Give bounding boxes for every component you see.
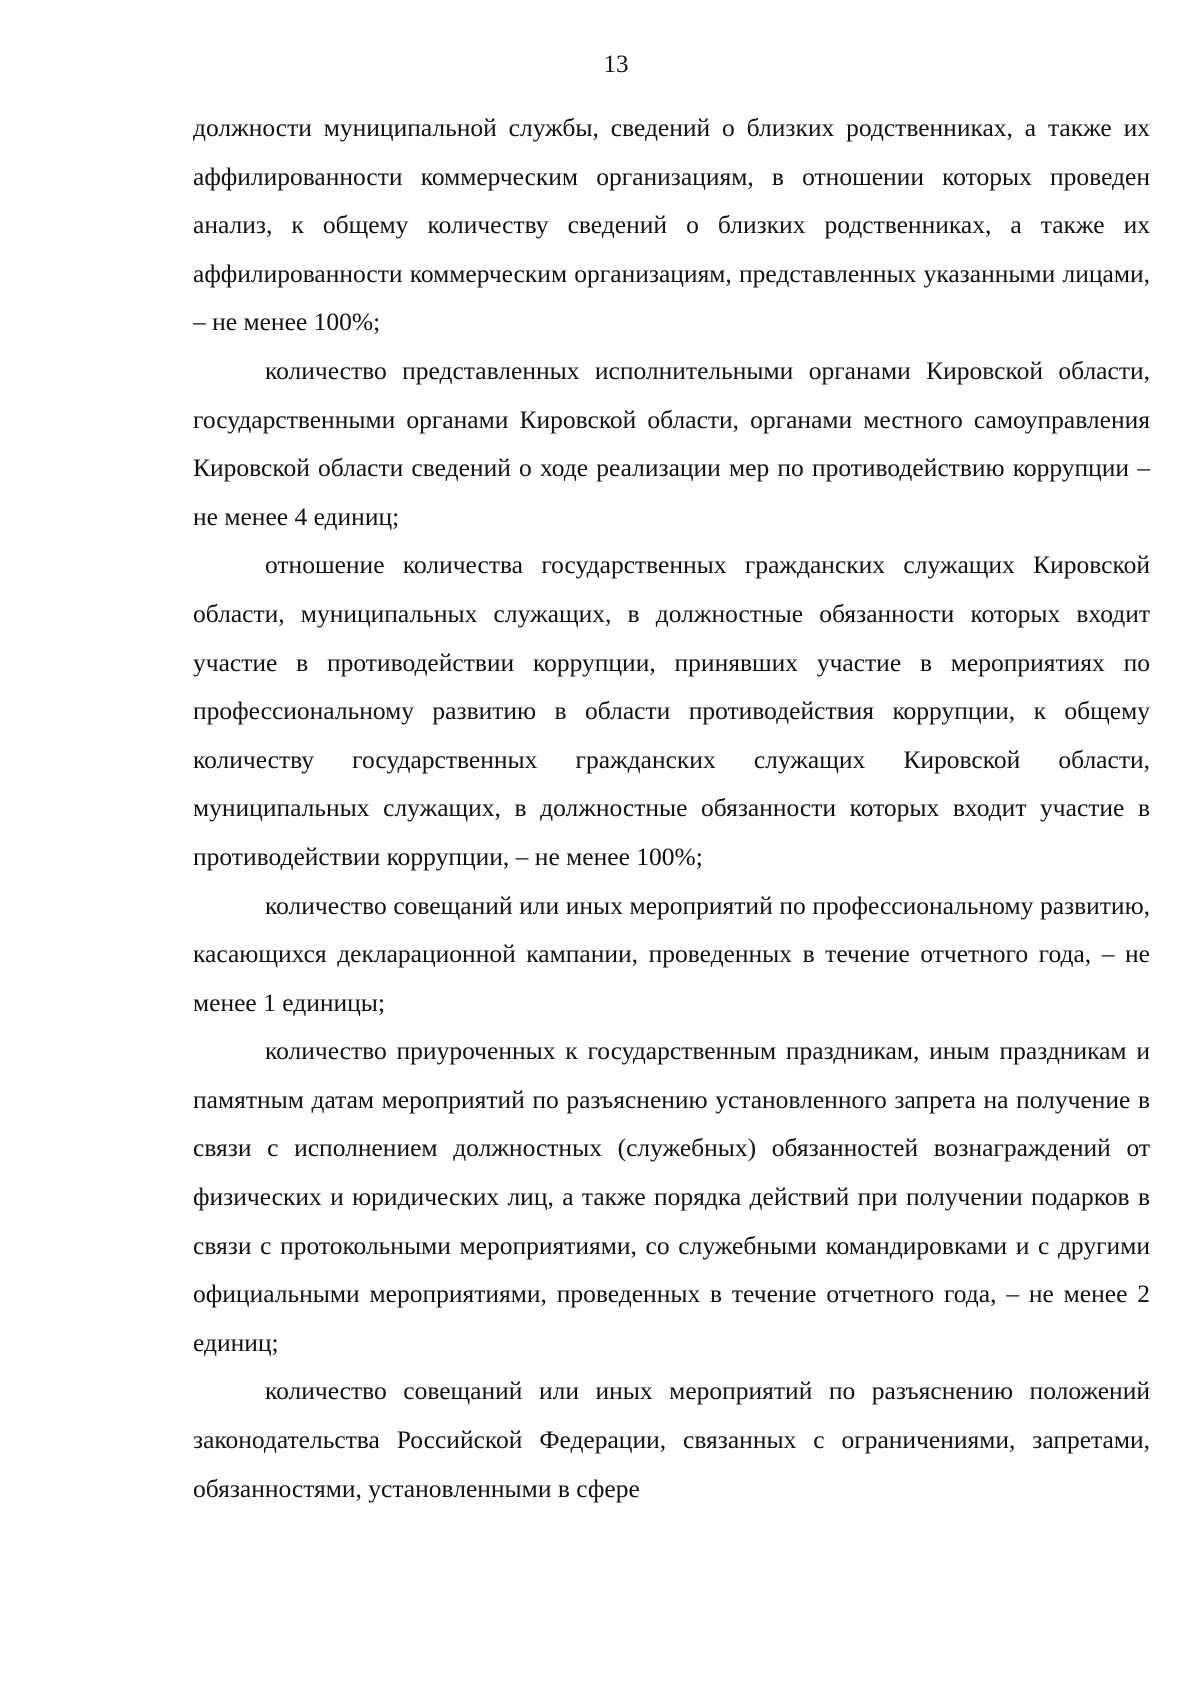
paragraph-training-ratio: отношение количества государственных гражданских служащих Кировской области, муниципальных служащих, в должностные обязанности которых входит участие в противодействии коррупции, принявших участие в мероприятиях по профессиональному развитию в области противодействия коррупции, к общему количеству государственных гражданских служащих Кировской области, муниципальных служащих, в должностные обязанности которых входит участие в противодействии коррупции, – не менее 100%; (193, 550, 1150, 871)
paragraph-continuation: должности муниципальной службы, сведений о близких родственниках, а также их аффилированности коммерческим организациям, в отношении которых проведен анализ, к общему количеству сведений о близких родственниках, а также их аффилированности коммерческим организациям, представленных указанными лицами, – не менее 100%; (193, 113, 1150, 337)
paragraph-holiday-events: количество приуроченных к государственным праздникам, иным праздникам и памятным датам мероприятий по разъяснению установленного запрета на получение в связи с исполнением должностных (служебных) обязанностей вознаграждений от физических и юридических лиц, а также порядка действий при получении подарков в связи с протокольными мероприятиями, со служебными командировками и с другими официальными мероприятиями, проведенных в течение отчетного года, – не менее 2 единиц; (193, 1036, 1150, 1357)
page-number: 13 (603, 51, 629, 78)
paragraph-legislation-meetings: количество совещаний или иных мероприятий по разъяснению положений законодательства Российской Федерации, связанных с ограничениями, запретами, обязанностями, установленными в сфере (193, 1376, 1150, 1503)
paragraph-declaration-meetings: количество совещаний или иных мероприятий по профессиональному развитию, касающихся декларационной кампании, проведенных в течение отчетного года, – не менее 1 единицы; (193, 890, 1150, 1017)
document-body (193, 104, 1150, 1513)
paragraph-reports-count: количество представленных исполнительными органами Кировской области, государственными органами Кировской области, органами местного самоуправления Кировской области сведений о ходе реализации мер по противодействию коррупции – не менее 4 единиц; (193, 355, 1150, 531)
